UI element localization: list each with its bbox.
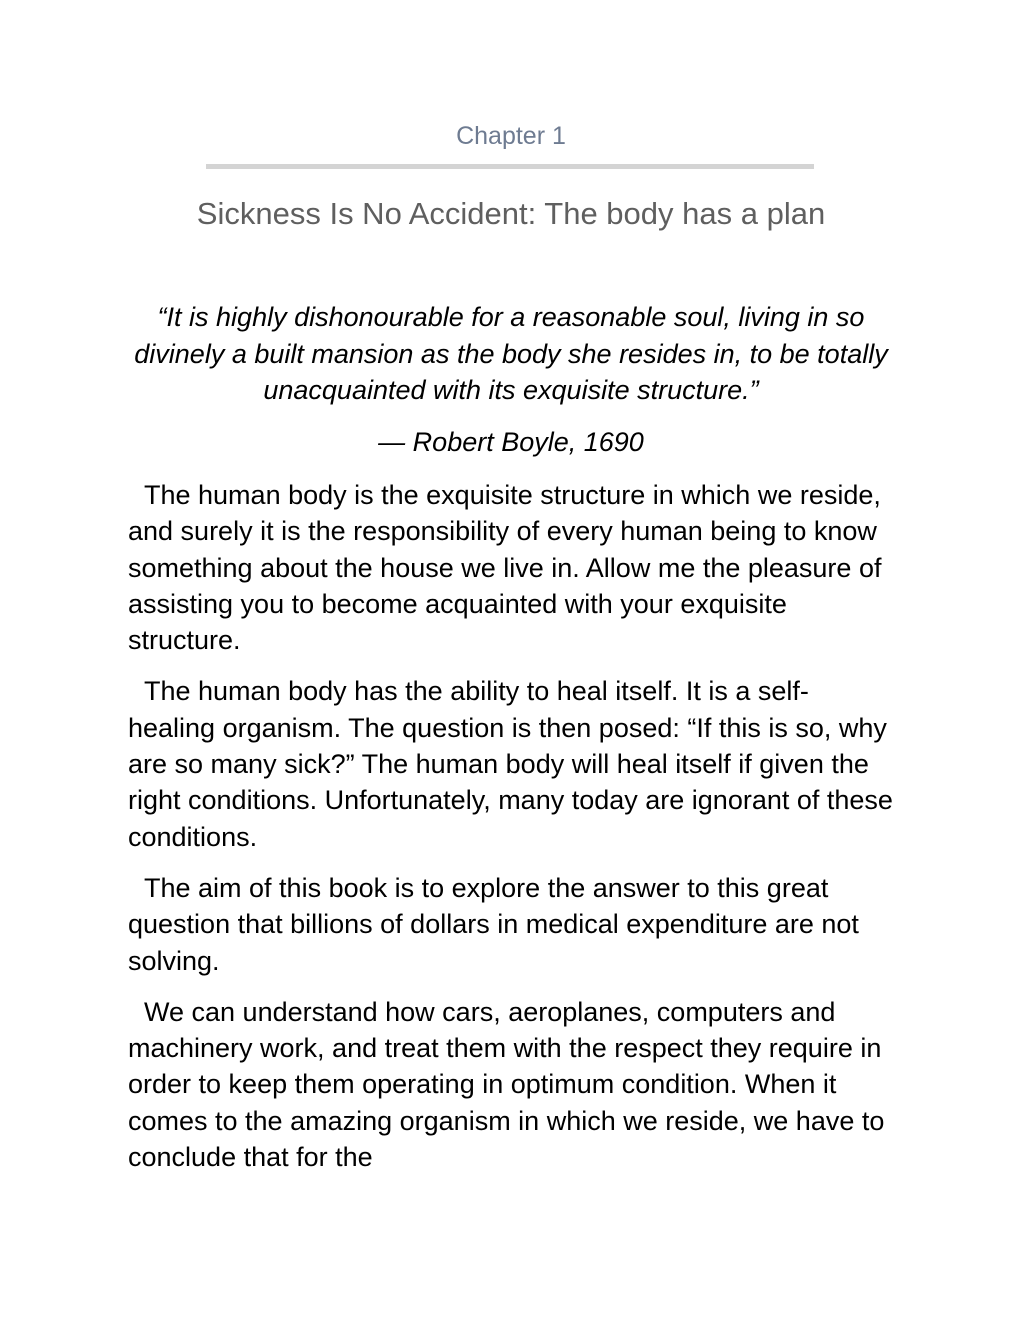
paragraph: The human body has the ability to heal itself. It is a self-healing organism. The question is then posed: “If this is so, why are so many sick?” The human body will heal itself if given the right conditions. Unfortunately, many today are ignorant of these conditions.	[128, 676, 893, 852]
epigraph-attribution: — Robert Boyle, 1690	[378, 427, 644, 457]
paragraph: We can understand how cars, aeroplanes, computers and machinery work, and treat them with the respect they require in order to keep them operating in optimum condition. When it comes to the amazing organism in which we reside, we have to conclude that for the	[128, 996, 885, 1173]
chapter-divider	[206, 164, 814, 169]
chapter-title: Sickness Is No Accident: The body has a plan	[196, 196, 826, 231]
epigraph-quote: “It is highly dishonourable for a reasonable soul, living in so divinely a built mansion as the body she resides in, to be totally unacquainted with its exquisite structure.”	[134, 302, 888, 405]
paragraph: The human body is the exquisite structure in which we reside, and surely it is the responsibility of every human being to know something about the house we live in. Allow me the pleasure of assisting you to become acquainted with your exquisite structure.	[128, 480, 882, 656]
paragraph: The aim of this book is to explore the answer to this great question that billions of dollars in medical expenditure are not solving.	[128, 872, 859, 976]
chapter-label: Chapter 1	[456, 122, 566, 150]
body-text	[128, 477, 894, 1190]
